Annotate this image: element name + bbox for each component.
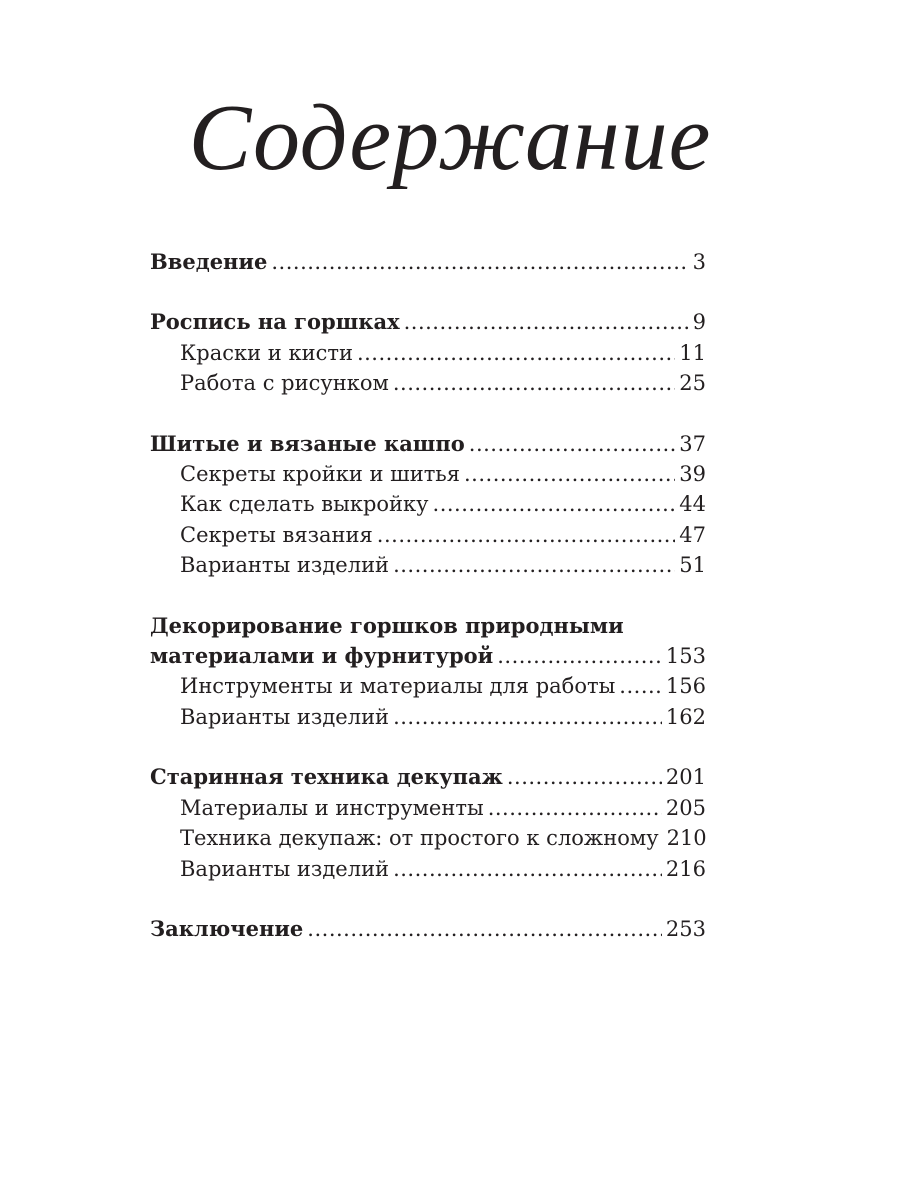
- dot-leader: [307, 914, 662, 944]
- toc-subentry[interactable]: [150, 854, 706, 884]
- toc-entry-label: Заключение: [150, 915, 304, 941]
- toc-subentry-page: 205: [665, 795, 706, 820]
- toc-section-intro: [150, 247, 706, 277]
- toc-subentry-page: 39: [679, 462, 706, 487]
- toc-section-decorating: [150, 611, 706, 733]
- toc-subentry[interactable]: [150, 368, 706, 398]
- toc-subentry-page: 47: [679, 522, 706, 547]
- toc-entry-label-line2: материалами и фурнитурой: [150, 643, 494, 669]
- toc-subentry-label: Варианты изделий: [180, 856, 390, 881]
- toc-subentry[interactable]: [150, 671, 706, 701]
- toc-subentry-label: Варианты изделий: [180, 704, 390, 729]
- toc-entry-label: Роспись на горшках: [150, 309, 400, 335]
- dot-leader: [464, 459, 675, 489]
- toc-entry-intro[interactable]: [150, 247, 706, 277]
- toc-subentry-label: Как сделать выкройку: [180, 492, 429, 517]
- toc-subentry-label: Секреты кройки и шитья: [180, 462, 460, 487]
- toc-entry-sewn[interactable]: [150, 429, 706, 459]
- toc-entry-label: Шитые и вязаные кашпо: [150, 430, 465, 456]
- toc-section-sewn: [150, 429, 706, 581]
- toc-entry-page: 153: [665, 644, 706, 669]
- toc-subentry-page: 44: [679, 492, 706, 517]
- toc-subentry-label: Краски и кисти: [180, 340, 353, 365]
- toc-subentry[interactable]: [150, 793, 706, 823]
- toc-entry-painting[interactable]: [150, 307, 706, 337]
- toc-entry-label: Введение: [150, 249, 268, 274]
- dot-leader: [469, 429, 676, 459]
- toc-section-conclusion: [150, 914, 706, 944]
- dot-leader: [619, 671, 662, 701]
- toc-subentry-label: Материалы и инструменты: [180, 795, 484, 820]
- toc-subentry-page: 156: [665, 674, 706, 699]
- toc-subentry[interactable]: [150, 702, 706, 732]
- dot-leader: [393, 702, 662, 732]
- toc-entry-page: 253: [665, 916, 706, 941]
- toc-section-painting: [150, 307, 706, 398]
- dot-leader: [393, 368, 675, 398]
- toc-entry-decoupage[interactable]: [150, 762, 706, 792]
- dot-leader: [377, 520, 675, 550]
- dot-leader: [404, 307, 689, 337]
- toc-subentry-page: 216: [665, 856, 706, 881]
- toc-subentry[interactable]: [150, 459, 706, 489]
- dot-leader: [433, 489, 676, 519]
- toc-entry-conclusion[interactable]: [150, 914, 706, 944]
- toc-subentry[interactable]: [150, 823, 706, 853]
- toc-entry-page: 9: [692, 310, 706, 335]
- dot-leader: [357, 338, 675, 368]
- dot-leader: [507, 762, 662, 792]
- toc-subentry-page: 25: [679, 371, 706, 396]
- table-of-contents: [150, 247, 706, 974]
- toc-subentry-label: Секреты вязания: [180, 522, 373, 547]
- toc-entry-page: 3: [692, 250, 706, 274]
- toc-entry-label-line1[interactable]: Декорирование горшков природными: [150, 612, 624, 638]
- toc-entry-label: Старинная техника декупаж: [150, 764, 503, 790]
- toc-subentry-label: Варианты изделий: [180, 553, 390, 578]
- toc-subentry-page: 11: [679, 340, 706, 365]
- dot-leader: [497, 641, 662, 671]
- toc-subentry[interactable]: [150, 520, 706, 550]
- toc-subentry[interactable]: [150, 338, 706, 368]
- toc-entry-page: 201: [665, 765, 706, 790]
- dot-leader: [393, 550, 675, 580]
- dot-leader: [488, 793, 662, 823]
- toc-subentry-page: 162: [665, 704, 706, 729]
- dot-leader: [271, 247, 688, 277]
- toc-subentry-label: Инструменты и материалы для работы: [180, 674, 616, 699]
- dot-leader: [393, 854, 662, 884]
- toc-section-decoupage: [150, 762, 706, 884]
- toc-subentry-label: Работа с рисунком: [180, 371, 389, 396]
- toc-subentry-page: 51: [679, 553, 706, 578]
- toc-subentry[interactable]: [150, 489, 706, 519]
- toc-subentry-page: 210: [666, 826, 707, 851]
- toc-entry-decorating[interactable]: [150, 641, 706, 671]
- toc-entry-page: 37: [679, 431, 706, 456]
- toc-subentry-label: Техника декупаж: от простого к сложному: [180, 826, 659, 851]
- toc-subentry[interactable]: [150, 550, 706, 580]
- page-title: Содержание: [188, 86, 712, 190]
